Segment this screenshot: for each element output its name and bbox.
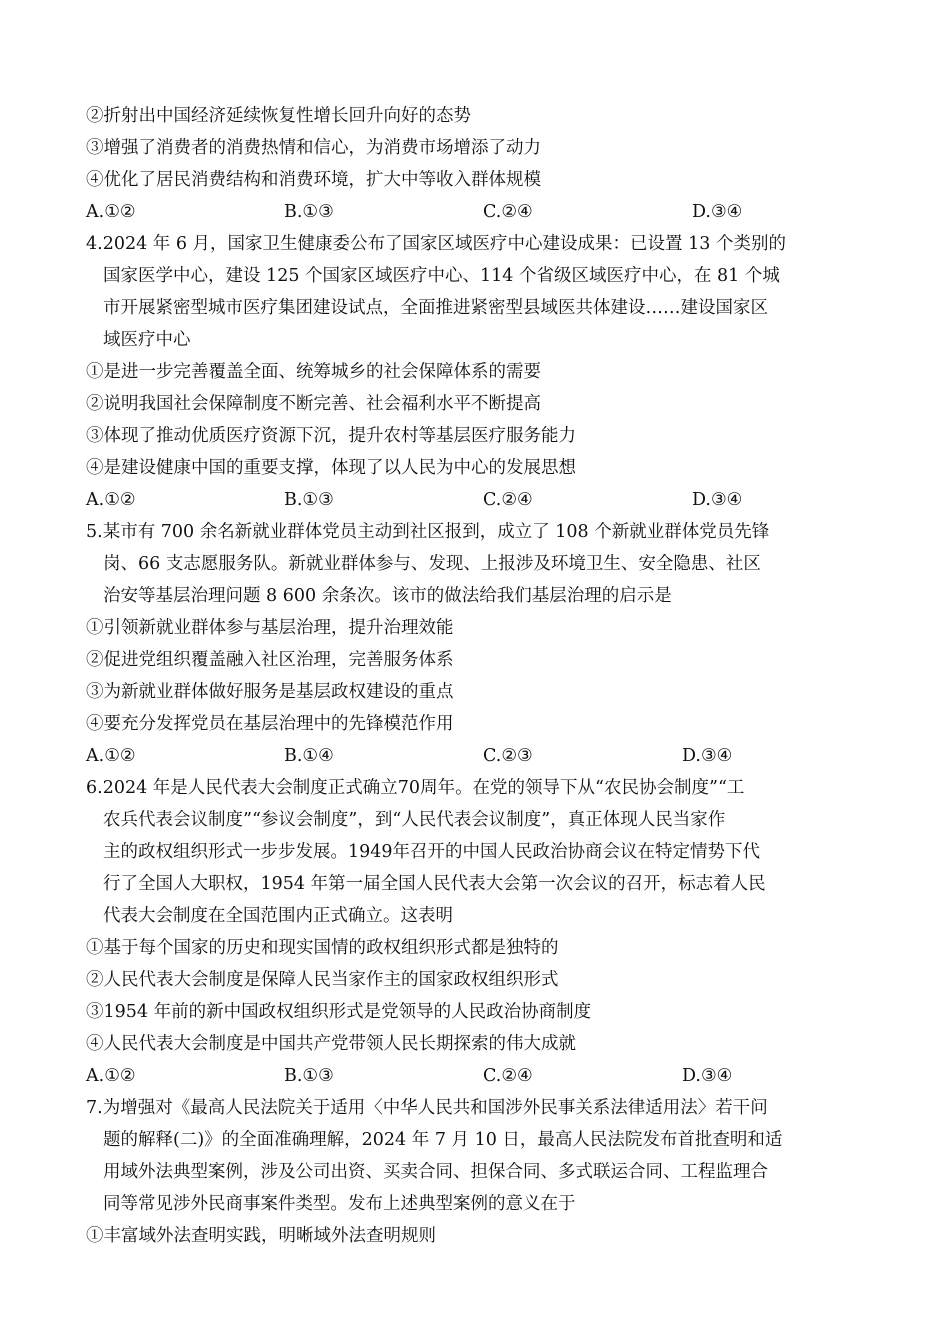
q6-options xyxy=(86,1064,786,1088)
q3-statement-3: ③增强了消费者的消费热情和信心，为消费市场增添了动力 xyxy=(86,138,541,158)
q6-statement-2: ②人民代表大会制度是保障人民当家作主的国家政权组织形式 xyxy=(86,970,559,990)
q4-stem-line-1: 4.2024 年 6 月，国家卫生健康委公布了国家区域医疗中心建设成果：已设置 13 个类别的 xyxy=(86,234,786,254)
q5-option-a: A.①② xyxy=(86,746,136,766)
q5-stem-line-3: 治安等基层治理问题 8 600 余条次。该市的做法给我们基层治理的启示是 xyxy=(103,586,672,606)
q4-statement-1: ①是进一步完善覆盖全面、统筹城乡的社会保障体系的需要 xyxy=(86,362,541,382)
q6-option-d: D.③④ xyxy=(682,1066,733,1086)
q7-stem-line-4: 同等常见涉外民商事案件类型。发布上述典型案例的意义在于 xyxy=(103,1194,576,1214)
q3-statement-2: ②折射出中国经济延续恢复性增长回升向好的态势 xyxy=(86,106,471,126)
q3-option-a: A.①② xyxy=(86,202,136,222)
q3-option-d: D.③④ xyxy=(692,202,743,222)
q6-stem-line-1: 6.2024 年是人民代表大会制度正式确立70周年。在党的领导下从“农民协会制度”“工 xyxy=(86,778,745,798)
q7-stem-line-2: 题的解释(二)》的全面准确理解，2024 年 7 月 10 日，最高人民法院发布首批查明和适 xyxy=(103,1130,783,1150)
q3-option-b: B.①③ xyxy=(284,202,334,222)
q3-options xyxy=(86,200,786,224)
q6-statement-3: ③1954 年前的新中国政权组织形式是党领导的人民政治协商制度 xyxy=(86,1002,592,1022)
q6-option-c: C.②④ xyxy=(483,1066,533,1086)
q4-option-b: B.①③ xyxy=(284,490,334,510)
q3-option-c: C.②④ xyxy=(483,202,533,222)
q7-statement-1: ①丰富域外法查明实践，明晰域外法查明规则 xyxy=(86,1226,436,1246)
q7-stem-line-3: 用域外法典型案例，涉及公司出资、买卖合同、担保合同、多式联运合同、工程监理合 xyxy=(103,1162,768,1182)
q4-options xyxy=(86,488,786,512)
q6-stem-line-2: 农兵代表会议制度”“参议会制度”，到“人民代表会议制度”，真正体现人民当家作 xyxy=(103,810,726,830)
q5-statement-3: ③为新就业群体做好服务是基层政权建设的重点 xyxy=(86,682,454,702)
q5-options xyxy=(86,744,786,768)
q6-statement-4: ④人民代表大会制度是中国共产党带领人民长期探索的伟大成就 xyxy=(86,1034,576,1054)
q5-statement-4: ④要充分发挥党员在基层治理中的先锋模范作用 xyxy=(86,714,454,734)
q4-stem-line-2: 国家医学中心，建设 125 个国家区域医疗中心、114 个省级区域医疗中心，在 81 个城 xyxy=(103,266,780,286)
q5-option-c: C.②③ xyxy=(483,746,533,766)
q4-statement-2: ②说明我国社会保障制度不断完善、社会福利水平不断提高 xyxy=(86,394,541,414)
q4-option-a: A.①② xyxy=(86,490,136,510)
q4-option-c: C.②④ xyxy=(483,490,533,510)
q6-option-b: B.①③ xyxy=(284,1066,334,1086)
q5-statement-1: ①引领新就业群体参与基层治理，提升治理效能 xyxy=(86,618,454,638)
q3-statement-4: ④优化了居民消费结构和消费环境，扩大中等收入群体规模 xyxy=(86,170,541,190)
q5-option-d: D.③④ xyxy=(682,746,733,766)
q5-stem-line-2: 岗、66 支志愿服务队。新就业群体参与、发现、上报涉及环境卫生、安全隐患、社区 xyxy=(103,554,761,574)
q6-stem-line-3: 主的政权组织形式一步步发展。1949年召开的中国人民政治协商会议在特定情势下代 xyxy=(103,842,761,862)
q4-statement-4: ④是建设健康中国的重要支撑，体现了以人民为中心的发展思想 xyxy=(86,458,576,478)
q6-statement-1: ①基于每个国家的历史和现实国情的政权组织形式都是独特的 xyxy=(86,938,559,958)
q4-stem-line-3: 市开展紧密型城市医疗集团建设试点，全面推进紧密型县域医共体建设……建设国家区 xyxy=(103,298,768,318)
q6-stem-line-5: 代表大会制度在全国范围内正式确立。这表明 xyxy=(103,906,453,926)
q6-stem-line-4: 行了全国人大职权，1954 年第一届全国人民代表大会第一次会议的召开，标志着人民 xyxy=(103,874,766,894)
q5-option-b: B.①④ xyxy=(284,746,334,766)
q5-statement-2: ②促进党组织覆盖融入社区治理，完善服务体系 xyxy=(86,650,454,670)
q4-statement-3: ③体现了推动优质医疗资源下沉，提升农村等基层医疗服务能力 xyxy=(86,426,576,446)
q4-option-d: D.③④ xyxy=(692,490,743,510)
q4-stem-line-4: 域医疗中心 xyxy=(103,330,191,350)
q5-stem-line-1: 5.某市有 700 余名新就业群体党员主动到社区报到，成立了 108 个新就业群体党员先锋 xyxy=(86,522,770,542)
q7-stem-line-1: 7.为增强对《最高人民法院关于适用〈中华人民共和国涉外民事关系法律适用法〉若干问 xyxy=(86,1098,768,1118)
q6-option-a: A.①② xyxy=(86,1066,136,1086)
